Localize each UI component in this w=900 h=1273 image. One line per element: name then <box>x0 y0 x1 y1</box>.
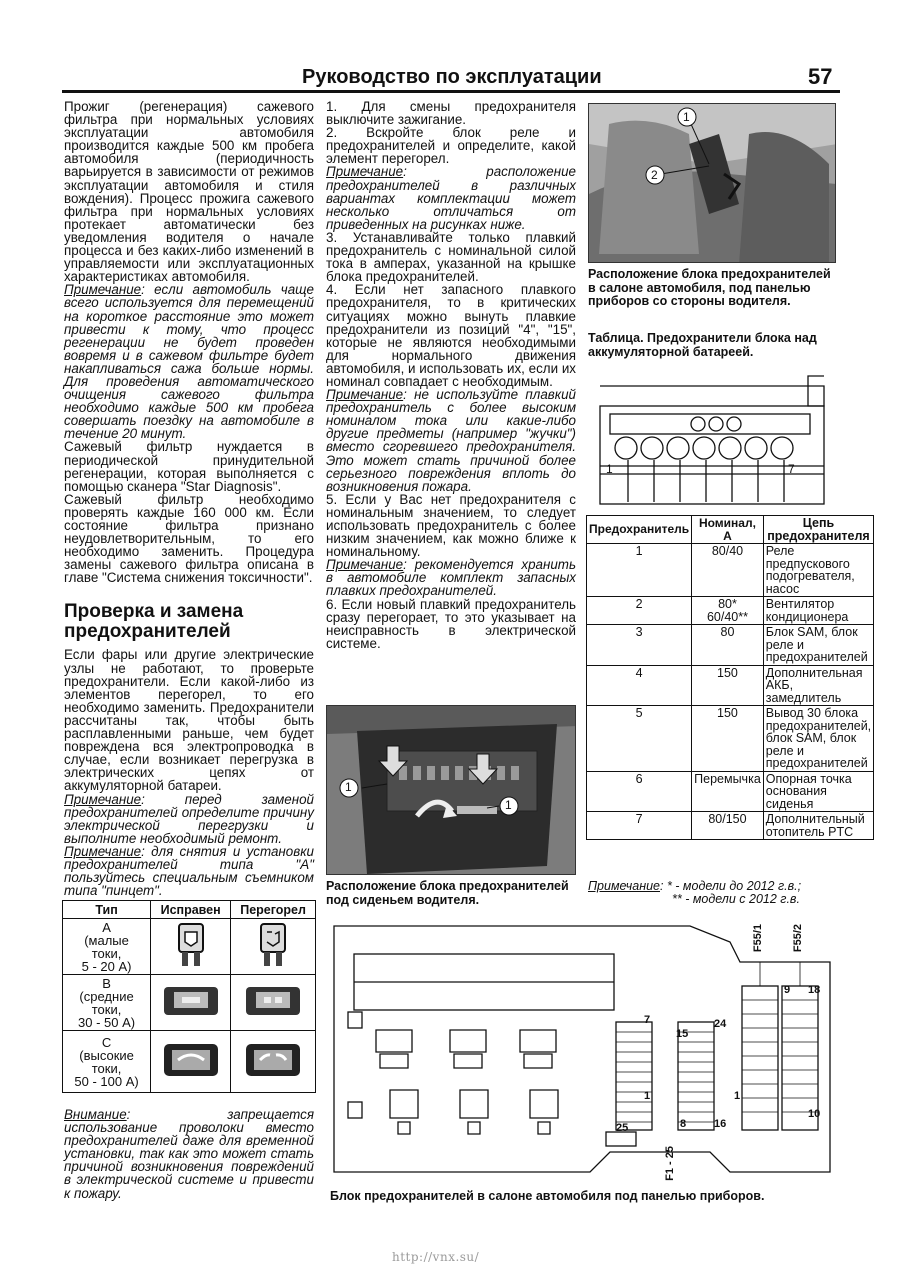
diagram-label: 15 <box>676 1028 689 1040</box>
fuse-rating: 150 <box>692 665 764 706</box>
fuse-number: 4 <box>587 665 692 706</box>
page-number: 57 <box>808 64 833 89</box>
seat-fusebox-illustration <box>327 706 576 875</box>
note-text: : перед заменой предохранителей определите причину электрической перегрузки и выполните необходимый ремонт. <box>64 791 314 846</box>
diagram-label: F55/2 <box>792 924 804 953</box>
table-header: Исправен <box>151 901 231 919</box>
diagram-label: 9 <box>784 984 791 996</box>
note <box>326 165 576 230</box>
callout-label: 1 <box>683 110 690 124</box>
fuse-circuit: Дополнительный отопитель PTC <box>763 812 873 840</box>
note-label: Примечание <box>64 843 142 859</box>
table-row <box>587 625 874 666</box>
note-text: : не используйте плавкий предохранитель с более высоким номиналом тока или какие-либо другие предметы (например "жучки") вместо сгоревшего предохранителя. Это может стать причиной более серьезного повреждения вплоть до возникновения пожара. <box>326 387 576 494</box>
fuse-circuit: Дополнительная АКБ, замедлитель <box>763 665 873 706</box>
fuse-type-cell: В (средние токи, 30 - 50 А) <box>63 975 151 1031</box>
callout-label: 1 <box>345 780 352 794</box>
diagram-label: 24 <box>714 1018 727 1030</box>
figure-caption: Блок предохранителей в салоне автомобиля под панелью приборов. <box>330 1189 765 1203</box>
fuse-assignment-table <box>586 515 874 840</box>
blade-fuse-blown-icon <box>253 920 293 970</box>
fuse-rating: 80/150 <box>692 812 764 840</box>
note <box>64 283 314 440</box>
figure-caption: Расположение блока предохранителей в салоне автомобиля, под панелью приборов со стороны водителя. <box>588 267 831 308</box>
fuse-circuit: Вывод 30 блока предохранителей, блок SAM, блок реле и предохранителей <box>763 706 873 772</box>
note-label: Примечание <box>326 387 404 403</box>
table-row <box>587 665 874 706</box>
note-label: Примечание <box>326 557 404 573</box>
note <box>326 558 576 597</box>
fuse-circuit: Реле предпускового подогревателя, насос <box>763 544 873 597</box>
paragraph: Сажевый фильтр нуждается в периодической принудительной регенерации, которая выполняется с помощью сканера "Star Diagnosis". <box>64 439 314 494</box>
fuse-number: 7 <box>587 812 692 840</box>
note-label: Примечание <box>64 282 142 298</box>
note <box>64 845 314 897</box>
note-text: : * - модели до 2012 г.в.; <box>660 879 802 893</box>
diagram-label: 1 <box>734 1090 741 1102</box>
diagram-label: 7 <box>644 1014 651 1026</box>
table-header: Цепь предохранителя <box>763 516 873 544</box>
fuse-ok-image <box>151 919 231 975</box>
diagram-label: 25 <box>616 1122 629 1134</box>
column-left <box>64 100 314 897</box>
battery-fuse-diagram <box>588 366 836 510</box>
battery-fuse-block-drawing <box>588 366 836 510</box>
high-current-fuse-ok-icon <box>160 1036 222 1084</box>
step: 4. Если нет запасного плавкого предохранителя, то в критических ситуациях можно вынуть плавкие предохранители из позиций "4", "15", которые не являются необходимыми для нормального движения автомобиля, и использовать их, если их номинал совпадает с необходимым. <box>326 282 576 389</box>
fuse-number: 2 <box>587 597 692 625</box>
warning-text: : запрещается использование проволоки вместо предохранителей даже для временной установки, так как это может стать причиной возникновения повреждений в электрической системе и привести к пожару. <box>64 1107 314 1201</box>
diagram-label: 18 <box>808 984 821 996</box>
figure-caption: Расположение блока предохранителей под сиденьем водителя. <box>326 879 569 907</box>
note-text: ** - модели с 2012 г.в. <box>672 892 800 906</box>
fuse-ok-image <box>151 975 231 1031</box>
fuse-number: 1 <box>587 544 692 597</box>
table-row <box>587 597 874 625</box>
callout-label: 1 <box>505 798 512 812</box>
page-header <box>0 60 900 94</box>
note-text: : рекомендуется хранить в автомобиле комплект запасных плавких предохранителей. <box>326 557 576 599</box>
watermark: http://vnx.su/ <box>392 1250 480 1264</box>
fuse-types-table <box>62 900 316 1093</box>
paragraph: Если фары или другие электрические узлы не работают, то проверьте предохранители. Если какой-либо из элементов перегорел, то его необходимо заменить. Предохранители рассчитаны так, чтобы быть расплавленными раньше, чем будет повреждена вся электропроводка в случае, если возникает перегрузка в электрических цепях от аккумуляторной батареи. <box>64 647 314 794</box>
column-middle <box>326 100 576 650</box>
dash-fusebox-photo <box>588 103 836 263</box>
note-text: : для снятия и установки предохранителей типа "А" пользуйтесь специальным съемником типа "пинцет". <box>64 843 314 899</box>
table-header: Предохранитель <box>587 516 692 544</box>
fuse-blown-image <box>231 975 316 1031</box>
dash-fuse-block-diagram <box>330 922 836 1184</box>
table-header: Перегорел <box>231 901 316 919</box>
fuse-number: 5 <box>587 706 692 772</box>
page-title: Руководство по эксплуатации <box>302 66 602 88</box>
dash-fuse-block-drawing <box>330 922 836 1184</box>
note-label: Примечание <box>326 164 404 180</box>
cartridge-fuse-blown-icon <box>242 979 304 1023</box>
note-label: Примечание <box>588 879 660 893</box>
diagram-label: 16 <box>714 1118 727 1130</box>
diagram-label: 1 <box>606 462 613 476</box>
diagram-label: F1 - 25 <box>664 1146 676 1181</box>
table-row <box>587 706 874 772</box>
note <box>326 388 576 493</box>
fuse-type-cell: С (высокие токи, 50 - 100 А) <box>63 1031 151 1093</box>
dash-fusebox-illustration <box>589 104 836 263</box>
table-footnote <box>588 880 801 906</box>
callout-label: 2 <box>651 168 658 182</box>
table-row <box>587 771 874 812</box>
fuse-circuit: Опорная точка основания сиденья <box>763 771 873 812</box>
diagram-label: 10 <box>808 1108 821 1120</box>
step: 3. Устанавливайте только плавкий предохранитель с номинальной силой тока в амперах, указанной на крышке блока предохранителей. <box>326 229 576 285</box>
table-title: Таблица. Предохранители блока над аккумуляторной батареей. <box>588 331 817 359</box>
warning <box>64 1108 314 1200</box>
step: 1. Для смены предохранителя выключите зажигание. <box>326 99 576 128</box>
warning-label: Внимание <box>64 1107 127 1122</box>
fuse-rating: 150 <box>692 706 764 772</box>
header-rule <box>62 90 840 93</box>
table-header: Номинал, А <box>692 516 764 544</box>
note <box>64 793 314 845</box>
note-label: Примечание <box>64 791 142 807</box>
fuse-type-cell: А (малые токи, 5 - 20 А) <box>63 919 151 975</box>
diagram-label: 8 <box>680 1118 687 1130</box>
note-text: : расположение предохранителей в различных вариантах комплектации может несколько отличаться от приведенных на рисунках ниже. <box>326 164 576 232</box>
paragraph: Сажевый фильтр необходимо проверять каждые 160 000 км. Если состояние фильтра признано неудовлетворительным, то его необходимо заменить. Процедура замены сажевого фильтра описана в главе "Система снижения токсичности". <box>64 491 314 586</box>
blade-fuse-ok-icon <box>171 920 211 970</box>
cartridge-fuse-ok-icon <box>160 979 222 1023</box>
fuse-ok-image <box>151 1031 231 1093</box>
high-current-fuse-blown-icon <box>242 1036 304 1084</box>
fuse-rating: 80* 60/40** <box>692 597 764 625</box>
note-text: : если автомобиль чаще всего используется для перемещений на короткое расстояние это может привести к тому, что процесс регенерации не будет проведен вовремя и в сажевом фильтре будет накапливаться сажа больше нормы. Для проведения автоматического очищения сажевого фильтра необходимо каждые 500 км пробега совершать поездку на автомобиле в течение 20 минут. <box>64 282 314 442</box>
fuse-rating: Перемычка <box>692 771 764 812</box>
diagram-label: 7 <box>788 462 795 476</box>
step: 5. Если у Вас нет предохранителя с номинальным значением, то следует использовать предохранитель с более низким значением, как можно ближе к номинальному. <box>326 491 576 560</box>
fuse-rating: 80/40 <box>692 544 764 597</box>
fuse-circuit: Блок SAM, блок реле и предохранителей <box>763 625 873 666</box>
section-heading: Проверка и замена предохранителей <box>64 601 244 643</box>
diagram-label: F55/1 <box>752 924 764 953</box>
fuse-rating: 80 <box>692 625 764 666</box>
warning-block <box>64 1108 314 1200</box>
fuse-number: 3 <box>587 625 692 666</box>
fuse-circuit: Вентилятор кондиционера <box>763 597 873 625</box>
seat-fusebox-photo <box>326 705 576 875</box>
table-row <box>587 812 874 840</box>
diagram-label: 1 <box>644 1090 651 1102</box>
table-header: Тип <box>63 901 151 919</box>
step: 6. Если новый плавкий предохранитель сразу перегорает, то это указывает на неисправность в электрической системе. <box>326 596 576 651</box>
fuse-blown-image <box>231 919 316 975</box>
fuse-blown-image <box>231 1031 316 1093</box>
fuse-number: 6 <box>587 771 692 812</box>
paragraph: Прожиг (регенерация) сажевого фильтра при нормальных условиях эксплуатации автомобиля производится каждые 500 км пробега автомобиля (периодичность варьируется в зависимости от режимов эксплуатации автомобиля и стиля вождения). Процесс прожига сажевого фильтра при нормальных условиях протекает автоматически без уведомления водителя о начале процесса и без каких-либо изменений в управляемости или эксплуатационных характеристиках автомобиля. <box>64 99 314 285</box>
step: 2. Вскройте блок реле и предохранителей и определите, какой элемент перегорел. <box>326 125 576 167</box>
table-row <box>587 544 874 597</box>
